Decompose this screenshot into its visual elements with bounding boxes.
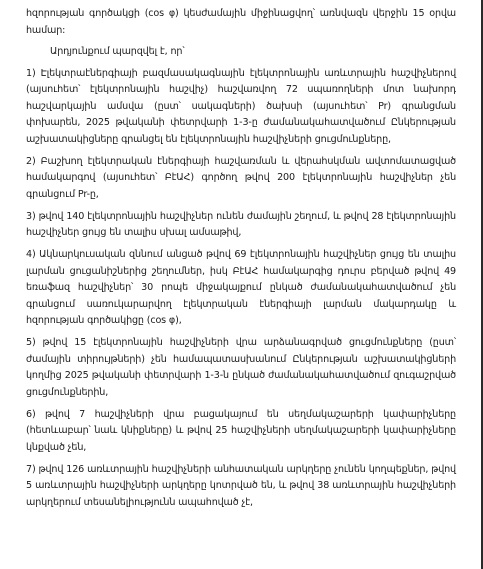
finding-item-7: 7) թվով 126 առևտրային հաշվիչների անհատական արկղերը չունեն կողպեքներ, թվով 5 առևտրային հաշվիչների արկղերը կոտրված են, և թվով 38 առևտրային հաշվիչների արկղերում տեսանելիությունն ապահոված չէ, [26,463,456,508]
finding-item-4: 4) Ակնարկուսական զննում անցած թվով 69 էլեկտրոնային հաշվիչներ ցույց են տալիս լարման ցուցանիշներից շեղումներ, իսկ ԲէԱՀ համակարգից դուրս բերված թվով 49 եռաֆազ հաշվիչներ՝ 30 րոպե միջակայքում ընկած ժամանակահատվածում չեն գրանցում սառուկարարվող էլեկտրական էներգիայի լարման մակարդակը և հզորության գործակիցը (cos φ), [26,249,456,326]
finding-item-6: 6) թվով 7 հաշվիչների վրա բացակայում են սեղմակաշարերի կափարիչները (հետևաբար՝ նաև կնիքները) և թվով 25 հաշվիչների սեղմակաշարերի կափարիչները կնքված չեն, [26,408,456,453]
opening-paragraph: հզորության գործակցի (cos φ) կեսժամային միջինացվող՝ առնվազն վերջին 15 օրվա համար: [26,8,456,36]
intro-paragraph: Արդյունքում պարզվել է, որ՝ [50,46,185,57]
finding-item-2: 2) Բաշխող էլեկտրական էներգիայի հաշվառման և վերահսկման ավտոմատացված համակարգով (այսուհետ՝ ԲէԱՀ) գործող թվով 200 էլեկտրոնային հաշվիչներ չեն գրանցում Pr-ը, [26,155,456,200]
finding-item-1: 1) Էլեկտրաէներգիայի բազմասակագնային էլեկտրոնային առևտրային հաշվիչներով (այսուհետ՝ էլեկտրոնային հաշվիչ) հաշվառվող 72 սպառողների մոտ նախորդ հաշվարկային ամսվա (ըստ՝ սակագների) ծախսի (այսուհետ՝ Pr) գրանցման փոխարեն, 2025 թվականի փետրվարի 1-3-ը ժամանակահատվածում Ընկերության աշխատակիցները գրանցել են էլեկտրոնային հաշվիչների ցուցմունքները, [26,67,456,145]
finding-item-3: 3) թվով 140 էլեկտրոնային հաշվիչներ ունեն ժամային շեղում, և թվով 28 էլեկտրոնային հաշվիչներ ցույց են տալիս սխալ ամսաթիվ, [26,210,456,238]
document-body [26,6,456,517]
finding-item-5: 5) թվով 15 էլեկտրոնային հաշվիչների վրա արձանագրված ցուցմունքները (ըստ՝ ժամային տիրույթների) չեն համապատասխանում Ընկերության աշխատակիցների կողմից 2025 թվականի փետրվարի 1-3-ն ընկած ժամանակահատվածում զուգաշրված ցուցմունքներին, [26,337,456,398]
